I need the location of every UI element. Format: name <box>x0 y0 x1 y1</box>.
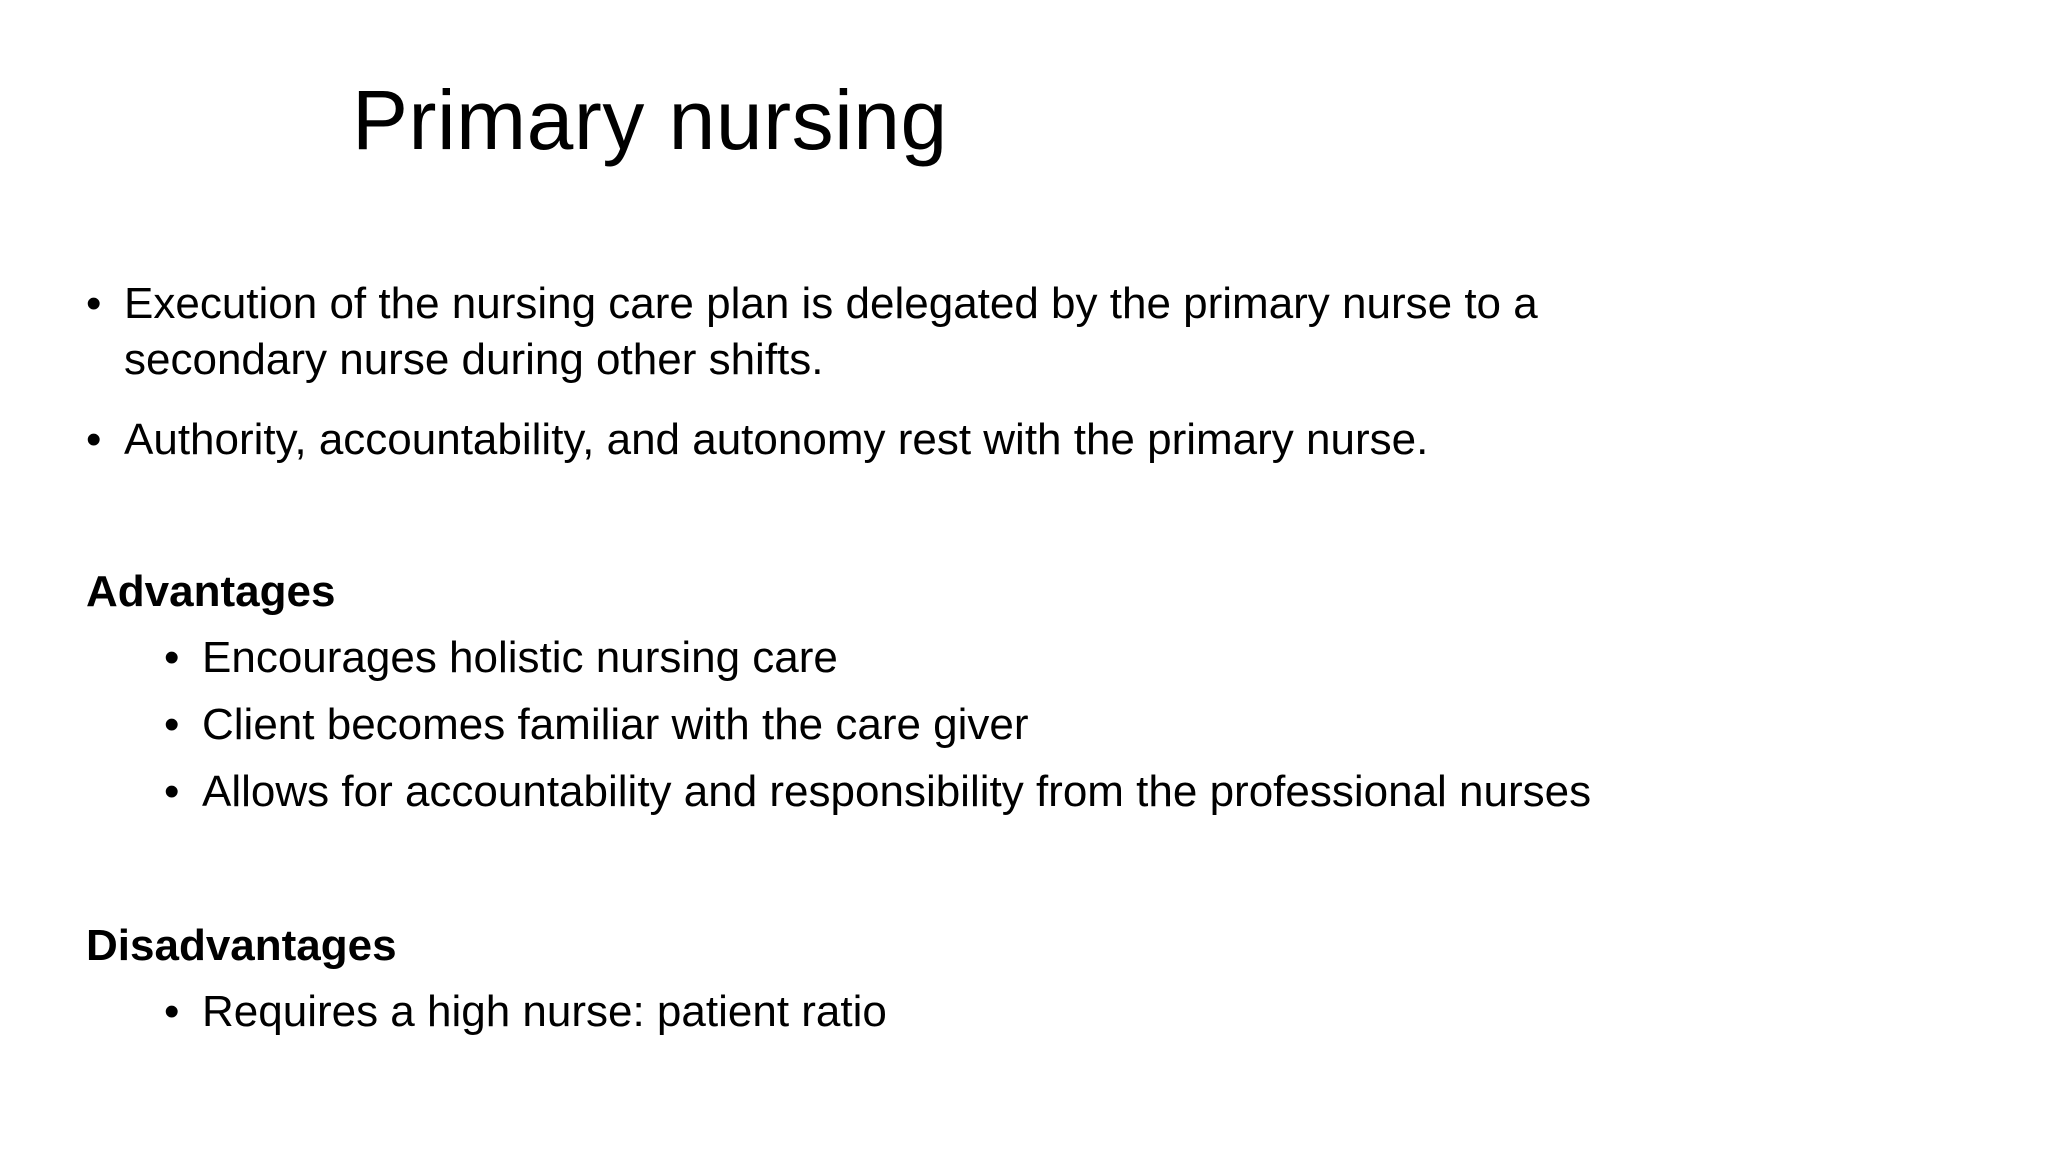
advantage-text: Client becomes familiar with the care giver <box>202 700 1029 749</box>
bullet-dot-icon: • <box>164 987 180 1036</box>
bullet-dot-icon: • <box>164 700 180 749</box>
bullet-text: Authority, accountability, and autonomy rest with the primary nurse. <box>124 415 1429 464</box>
disadvantage-text: Requires a high nurse: patient ratio <box>202 987 887 1036</box>
disadvantages-heading: Disadvantages <box>86 921 397 970</box>
disadvantage-item <box>164 984 887 1040</box>
bullet-dot-icon: • <box>86 279 102 328</box>
slide-title: Primary nursing <box>352 73 948 167</box>
advantage-text: Encourages holistic nursing care <box>202 633 838 682</box>
advantage-text: Allows for accountability and responsibility from the professional nurses <box>202 767 1592 816</box>
bullet-dot-icon: • <box>164 767 180 816</box>
bullet-dot-icon: • <box>86 415 102 464</box>
bullet-item <box>86 276 1724 388</box>
advantages-heading: Advantages <box>86 567 336 616</box>
advantage-item <box>164 764 1591 820</box>
bullet-text: Execution of the nursing care plan is delegated by the primary nurse to a secondary nurse during other shifts. <box>124 279 1538 384</box>
bullet-dot-icon: • <box>164 633 180 682</box>
advantage-item <box>164 630 838 686</box>
bullet-item <box>86 412 1428 468</box>
advantage-item <box>164 697 1029 753</box>
